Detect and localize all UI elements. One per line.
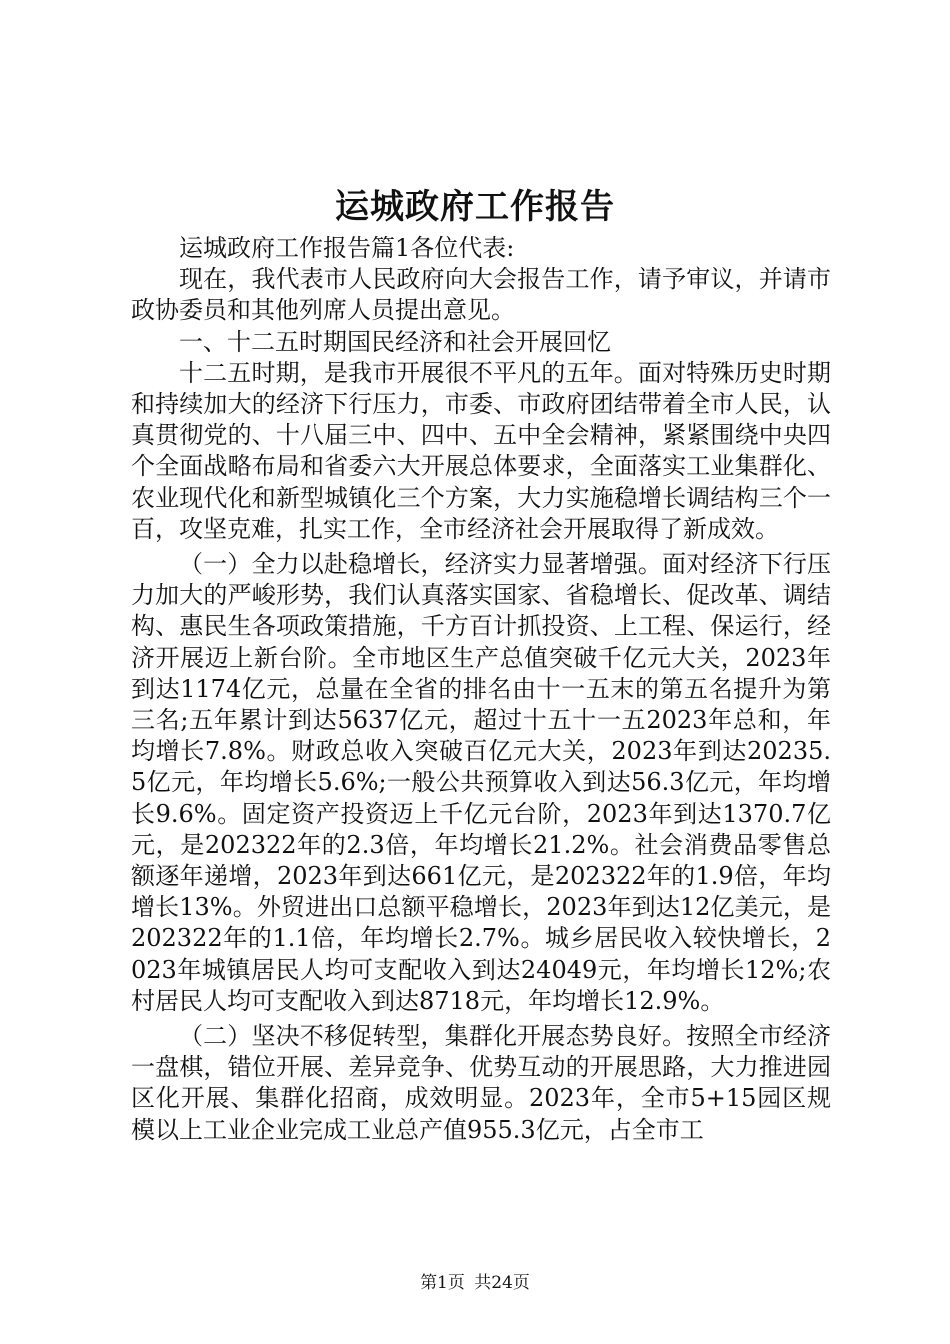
paragraph-transformation: （二）坚决不移促转型，集群化开展态势良好。按照全市经济一盘棋，错位开展、差异竞争、优势互动的开展思路，大力推进园区化开展、集群化招商，成效明显。2023年，全市5+15园区规模以上工业企业完成工业总产值955.3亿元，占全市工 — [131, 1022, 831, 1144]
section-heading: 一、十二五时期国民经济和社会开展回忆 — [179, 327, 611, 356]
page-footer — [0, 1271, 950, 1295]
document-title: 运城政府工作报告 — [335, 187, 615, 227]
total-pages: 共24页 — [474, 1273, 530, 1293]
page-number: 第1页 — [420, 1273, 465, 1293]
paragraph-intro: 运城政府工作报告篇1各位代表: — [179, 234, 515, 262]
document-body — [131, 233, 831, 1146]
paragraph-report-request: 现在，我代表市人民政府向大会报告工作，请予审议，并请市政协委员和其他列席人员提出意见。 — [131, 265, 831, 325]
paragraph-economic-growth: （一）全力以赴稳增长，经济实力显著增强。面对经济下行压力加大的严峻形势，我们认真落实国家、省稳增长、促改革、调结构、惠民生各项政策措施，千方百计抓投资、上工程、保运行，经济开展迈上新台阶。全市地区生产总值突破千亿元大关，2023年到达1174亿元，总量在全省的排名由十一五末的第五名提升为第三名;五年累计到达5637亿元，超过十五十一五2023年总和，年均增长7.8%。财政总收入突破百亿元大关，2023年到达20235.5亿元，年均增长5.6%;一般公共预算收入到达56.3亿元，年均增长9.6%。固定资产投资迈上千亿元台阶，2023年到达1370.7亿元，是202322年的2.3倍，年均增长21.2%。社会消费品零售总额逐年递增，2023年到达661亿元，是202322年的1.9倍，年均增长13%。外贸进出口总额平稳增长，2023年到达12亿美元，是202322年的1.1倍，年均增长2.7%。城乡居民收入较快增长，2023年城镇居民人均可支配收入到达24049元，年均增长12%;农村居民人均可支配收入到达8718元，年均增长12.9%。 — [131, 550, 831, 1015]
paragraph-overview: 十二五时期，是我市开展很不平凡的五年。面对特殊历史时期和持续加大的经济下行压力，市委、市政府团结带着全市人民，认真贯彻党的、十八届三中、四中、五中全会精神，紧紧围绕中央四个全面战略布局和省委六大开展总体要求，全面落实工业集群化、农业现代化和新型城镇化三个方案，大力实施稳增长调结构三个一百，攻坚克难，扎实工作，全市经济社会开展取得了新成效。 — [131, 358, 831, 543]
